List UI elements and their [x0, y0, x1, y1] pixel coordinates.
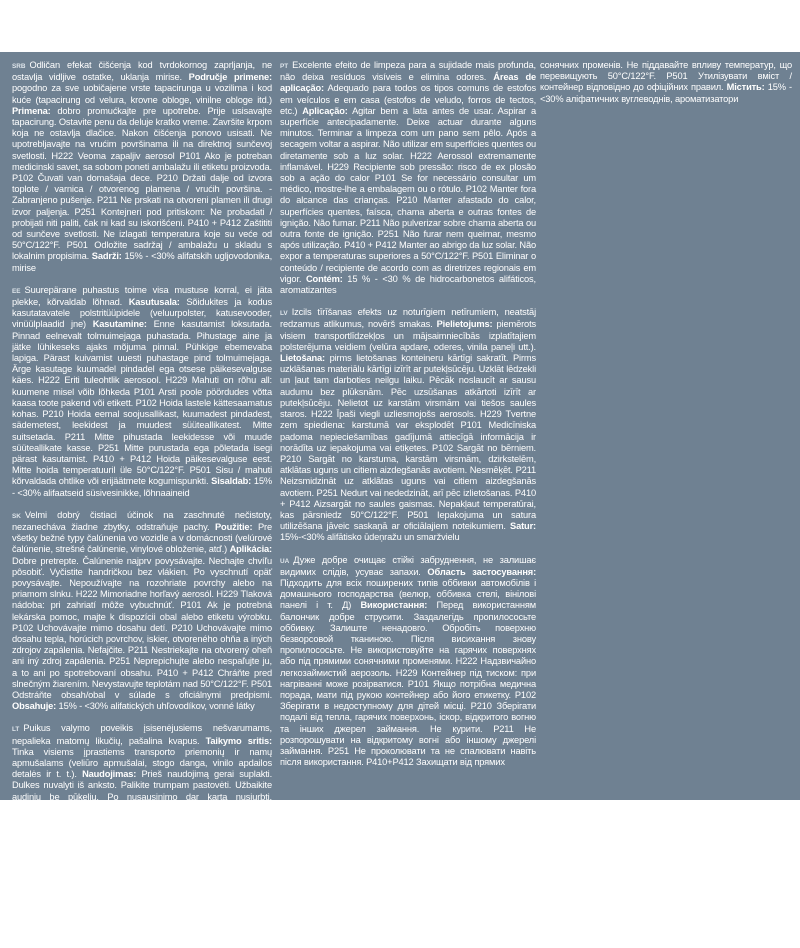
section-heading: Sadrži:: [91, 251, 122, 262]
section-ee: [12, 285, 272, 499]
section-heading: Aplikácia:: [229, 544, 272, 555]
section-text: Agitar bem a lata antes de usar. Aspirar a superfície antecipadamente. Deixe actuar durante alguns minutos. Terminar a limpeza com um pano sem pêlo. Após a secagem voltar a aspirar. Não utilizar em superfícies quentes ou diretamente sob a luz solar. H222 Aerossol extremamente inflamável. H229 Recipiente sob pressão: risco de ex plosão sob a ação do calor P101 Se for necessário consultar um médico, mostre-lhe a embalagem ou o rótulo. P102 Manter fora do alcance das crianças. P210 Manter afastado do calor, superfícies quentes, faísca, chama aberta e outras fontes de ignição. Não fumar. P211 Não pulverizar sobre chama aberta ou outra fonte de ignição. P251 Não furar nem queimar, mesmo após utilização. P410 + P412 Manter ao abrigo da luz solar. Não expor a temperaturas superiores a 50°C/122°F. P501 Eliminar o conteúdo / recipiente de acordo com as diretrizes regionais em vigor.: [280, 105, 536, 284]
section-pt: [280, 60, 536, 296]
section-heading: Kasutusala:: [128, 297, 180, 308]
section-heading: Contém:: [305, 273, 343, 284]
section-text: Tinka visiems įprastiems transporto priemonių ir namų apmušalams (veliūro apmušalai, stogo danga, vinilo apdailos detalės ir t. t.).: [12, 746, 272, 780]
section-text: Odličan efekat čišćenja kod tvrdokornog zaprljanja, ne ostavlja vidljive ostatke, uklanja mirise.: [12, 60, 272, 83]
section-text: Перед використанням балончик добре струсити. Заздалегідь пропилососьте оббивку. Залиште ненадовго. Обробіть поверхню безворсовой тканиною. Після висихання знову пропилососьте. Не використовуйте на гарячих поверхнях або під прямими сонячними променями. H222 Надзвичайно легкозаймистий аерозоль. H229 Контейнер під тиском: при нагріванні може розірватися. P101 Якщо потрібна медична порада, мати під рукою контейнер або його етикетку. P102 Зберігати в недоступному для дітей місці. P210 Зберігати подалі від тепла, гарячих поверхонь, іскор, відкритого вогню та інших джерел займання. Не курити. P211 Не розпорошувати на відкритому вогні або іншому джерелі займання. P251 Не проколювати та не спалювати навіть після використання. P410+P412 Захищати від прямих: [280, 600, 536, 768]
language-code: UA: [280, 557, 290, 565]
section-heading: Область застосування:: [427, 566, 537, 577]
section-heading: Primena:: [12, 105, 51, 116]
section-text: Excelente efeito de limpeza para a sujidade mais profunda, não deixa resíduos visíveis e elimina odores.: [280, 60, 536, 83]
section-heading: Područje primene:: [188, 72, 273, 83]
section-heading: Áreas de aplicação:: [280, 72, 537, 94]
section-text: Adequado para todos os tipos comuns de estofos em veículos e em casa (estofos de veludo, forros de tectos, etc.): [280, 83, 536, 116]
section-heading: Použitie:: [215, 521, 253, 532]
section-heading: Kasutamine:: [92, 319, 147, 330]
section-heading: Використання:: [360, 600, 428, 611]
section-heading: Taikymo sritis:: [205, 735, 272, 746]
section-text: Puikus valymo poveikis įsisenėjusiems nešvarumams, nepalieka matomų likučių, pašalina kvapus.: [12, 723, 272, 746]
section-heading: Aplicação:: [302, 105, 348, 116]
language-code: SRB: [12, 63, 26, 70]
section-text: Izcils tīrīšanas efekts uz noturīgiem netīrumiem, neatstāj redzamus atlikumus, novērš smakas.: [280, 307, 536, 330]
section-text: Дуже добре очищає стійкі забруднення, не залишає видимих слідів, усуває запахи.: [280, 554, 536, 577]
section-text: 15% - <30% alifatických uhľovodíkov, vonné látky: [56, 701, 255, 712]
section-heading: Містить:: [726, 82, 765, 93]
product-label-panel: [0, 52, 800, 937]
section-text: piemērots visiem transportlīdzekļos un mājsaimniecībās izplatītajiem polsterējuma veidiem (velūra apdare, oderes, vinila paneļi utt.).: [280, 319, 536, 352]
section-srb: [12, 60, 272, 274]
section-text: сонячних променів. Не піддавайте впливу температур, що перевищують 50°C/122°F. P501 Утилізувати вміст / контейнер відповідно до офіційних правил.: [540, 60, 792, 93]
section-sk: [12, 510, 272, 713]
section-ua: [280, 555, 536, 769]
section-heading: Sisaldab:: [211, 476, 252, 487]
section-text: 15% - <30% alifatskih ugljovodonika, mirise: [12, 251, 273, 273]
language-code: LT: [12, 726, 20, 734]
section-ua-continued: [540, 60, 792, 105]
section-text: Sõidukites ja kodus kasutatavatele polstritüüpidele (veluurpolster, katusevooder, vinüülplaadid jne): [12, 297, 272, 330]
section-text: Pre všetky bežné typy čalúnenia vo vozidle a v domácnosti (velúrové čalúnenie, strešné čalúnenie, vinylové obloženie, atď.): [12, 521, 272, 555]
section-text: Suurepärane puhastus toime visa mustuse korral, ei jäta plekke, kõrvaldab lõhnad.: [12, 284, 272, 308]
section-text: Підходить для всіх поширених типів оббивки автомобілів і домашнього господарства (велюр, оббивка стелі, вінілові панелі і т. Д): [280, 577, 536, 611]
section-text: 15% - <30% alifatinių angliavandenilių, kvapiųjų medžiagų: [12, 914, 272, 937]
text-column-left: [12, 60, 272, 948]
text-column-middle: [280, 60, 536, 779]
section-heading: Sudėtyje yra:: [194, 914, 252, 925]
section-text: pogodno za sve uobičajene vrste tapacirunga u vozilima i kod kuće (tapacirung od velura, krovne obloge, vinilne obloge itd.): [12, 83, 272, 105]
language-code: EE: [12, 287, 21, 295]
section-text: 15 % - <30 % de hidrocarbonetos alifáticos, aromatizantes: [280, 273, 536, 296]
section-lt: [12, 723, 272, 937]
section-heading: Lietošana:: [280, 353, 325, 364]
section-text: Dobre pretrepte. Čalúnenie najprv povysávajte. Nechajte chvíľu pôsobiť. Vyčistite handričkou bez vlákien. Po vyschnutí opäť povysávajte. Nepoužívajte na rozohriate povrchy alebo na priamom slnku. H222 Mimoriadne horľavý aerosól. H229 Tlaková nádoba: pri zahriatí môže vybuchnúť. P101 Ak je potrebná lekárska pomoc, majte k dispozícii obal alebo etiketu výrobku. P102 Uchovávajte mimo dosahu detí. P210 Uchovávajte mimo dosahu tepla, horúcich povrchov, iskier, otvoreného ohňa a iných zdrojov zapálenia. Nefajčite. P211 Nestriekajte na otvorený oheň ani iný zdroj zapálenia. P251 Neprepichujte alebo nespaľujte ju, a to ani po spotrebovaní obsahu. P410 + P412 Chráňte pred slnečným žiarením. Nevystavujte teplotám nad 50°C/122°F. P501 Odstráňte obsah/obal v súlade s oficiálnymi predpismi.: [12, 555, 272, 700]
section-text: pirms lietošanas konteineru kārtīgi sakratīt. Pirms uzklāšanas materiālu kārtīgi izīrīt ar putekļsūcēju. Uzklāt lēdzekli un ļaut tam darboties neilgu laiku. Pēcāk noslaucīt ar sausu audumu bez plūksnām. Pēc uzsūšanas atkārtoti izīrīt ar putekļsūcēju. Nelietot uz karstām virsmām vai tiešos saules staros. H222 Īpaši viegli uzliesmojošs aerosols. H229 Tvertne zem spiediena: karstumā var eksplodēt P101 Medicīniska padoma nepieciešamības gadījumā attiecīgā informācija ir norādīta uz iepakojuma vai etiķetes. P102 Sargāt no bērniem. P210 Sargāt no karstuma, karstām virsmām, dzirkstelēm, atklātas uguns un citiem aizdegšanās avotiem. Nesmēķēt. P211 Neizsmidzināt uz atklātas uguns vai citiem aizdegšanās avotiem. P251 Nedurt vai nededzināt, arī pēc izlietošanas. P410 + P412 Aizsargāt no saules gaismas. Nepakļaut temperatūrai, kas pārsniedz 50°C/122°F. P501 Iepakojuma un satura utilizēšana jāveic saskaņā ar oficiālajiem noteikumiem.: [280, 353, 536, 532]
section-heading: Obsahuje:: [12, 701, 57, 712]
section-text: Prieš naudojimą gerai suplakti. Dulkes nuvalyti iš anksto. Palikite trumpam pastovėti. Užbaikite audiniu be pūkelių. Po nusausinimo dar kartą nusiurbti. Nenaudokite ant karštų paviršių ar tiesioginiuose saulės spinduliuose. H222 Ypač degus aerozolis. H229 Slėginė talpyklė. Kaitinama gali sprogti. P101 Jei reikalinga gydytojo konsultacija, su savimi turėkite produkto talpyklą ar jo etiketę. P102 Laikyti vaikams neprieinamoje vietoje. P210 Laikyti atokiau nuo šilumos šaltinių, karštų paviršių, žiežirbų, atviros liepsnos arba kitų degimo šaltinių. Nerūkyti. P211 Nepurkšti į atvirą liepsną arba kitus degimo šaltinius. P251 Nepradurti ir nedeginti net panaudoto. P410 + P412 Saugoti nuo saulės šviesos. Nelaikyti aukštesnėje kaip 50°C/122°F temperatūroje. P501 Turinį / talpyklą utilizuoti pagal vietinius reikalavimus.: [12, 769, 273, 925]
section-text: dobro promućkajte pre upotrebe. Prije usisavajte tapacirung. Ostavite penu da deluje kratko vreme. Završite krpom koja ne ostavlja dlačice. Nakon čišćenja ponovo usisati. Ne upotrebljavajte na vrućim površinama ili na direktnoj sunčevoj svetlosti. H222 Veoma zapaljiv aerosol P101 Ako je potreban medicinski savet, sa sobom poneti ambalažu ili etiketu proizvoda. P102 Čuvati van domašaja dece. P210 Držati dalje od izvora toplote / varnica / otvorenog plamena / vrućih površina. - Zabranjeno pušenje. P211 Ne prskati na otvoreni plamen ili drugi izvor paljenja. P251 Kontejneri pod pritiskom: Ne probadati / probijati niti paliti, čak ni kad su iskorišćeni. P410 + P412 Zaštititi od sunčeve svetlosti. Ne izlagati temperatura koje su veće od 50°C/122°F. P501 Odložite sadržaj / ambalažu u skladu s lokalnim propisima.: [12, 105, 272, 262]
section-heading: Naudojimas:: [82, 769, 137, 780]
language-code: SK: [12, 512, 21, 520]
section-text: 15%-<30% alifātisko ūdeņražu un smaržvielu: [280, 532, 460, 543]
section-lv: [280, 307, 536, 543]
language-code: LV: [280, 310, 288, 318]
section-text: Velmi dobrý čistiaci účinok na zaschnuté nečistoty, nezanecháva žiadne zbytky, odstraňuje pachy.: [12, 509, 272, 532]
language-code: PT: [280, 63, 289, 70]
section-text: 15% - <30% alifaatseid süsivesinikke, lõhnaaineid: [12, 476, 273, 498]
text-column-right: [540, 60, 792, 116]
section-heading: Satur:: [510, 521, 536, 532]
section-text: 15% - <30% аліфатичних вуглеводнів, ароматизатори: [540, 82, 792, 104]
section-text: Enne kasutamist loksutada. Pinnad eelnevalt tolmuimejaga puhastada. Pihustage aine ja jätke lühikeseks ajaks mõjuma pinnal. Pühkige ebemevaba lapiga. Pärast kuivamist uuesti puhastage pind tolmuimejaga. Ärge kasutage kuumadel pindadel ega otsese päikesevalguse käes. H222 Eriti tuleohtlik aerosool. H229 Mahuti on rõhu all: kuumene misel võib lõhkeda P101 Arsti poole pöördudes võtta kaasa toote pakend või etikett. P102 Hoida lastele kättesaamatus kohas. P210 Hoida eemal soojusallikast, kuumadest pindadest, sädemetest, leekidest ja muudest süüteallikatest. Mitte suitsetada. P211 Mitte pihustada leekidesse või muude süüteallikate kasse. P251 Mitte purustada ega põletada isegi pärast kasutamist. P410 + P412 Hoida päikesevalguse eest. Mitte hoida temperatuuril üle 50°C/122°F. P501 Sisu / mahuti kõrvaldada ohtlike või erijäätmete kogumispunkti.: [12, 319, 272, 487]
section-heading: Pielietojums:: [436, 319, 493, 330]
